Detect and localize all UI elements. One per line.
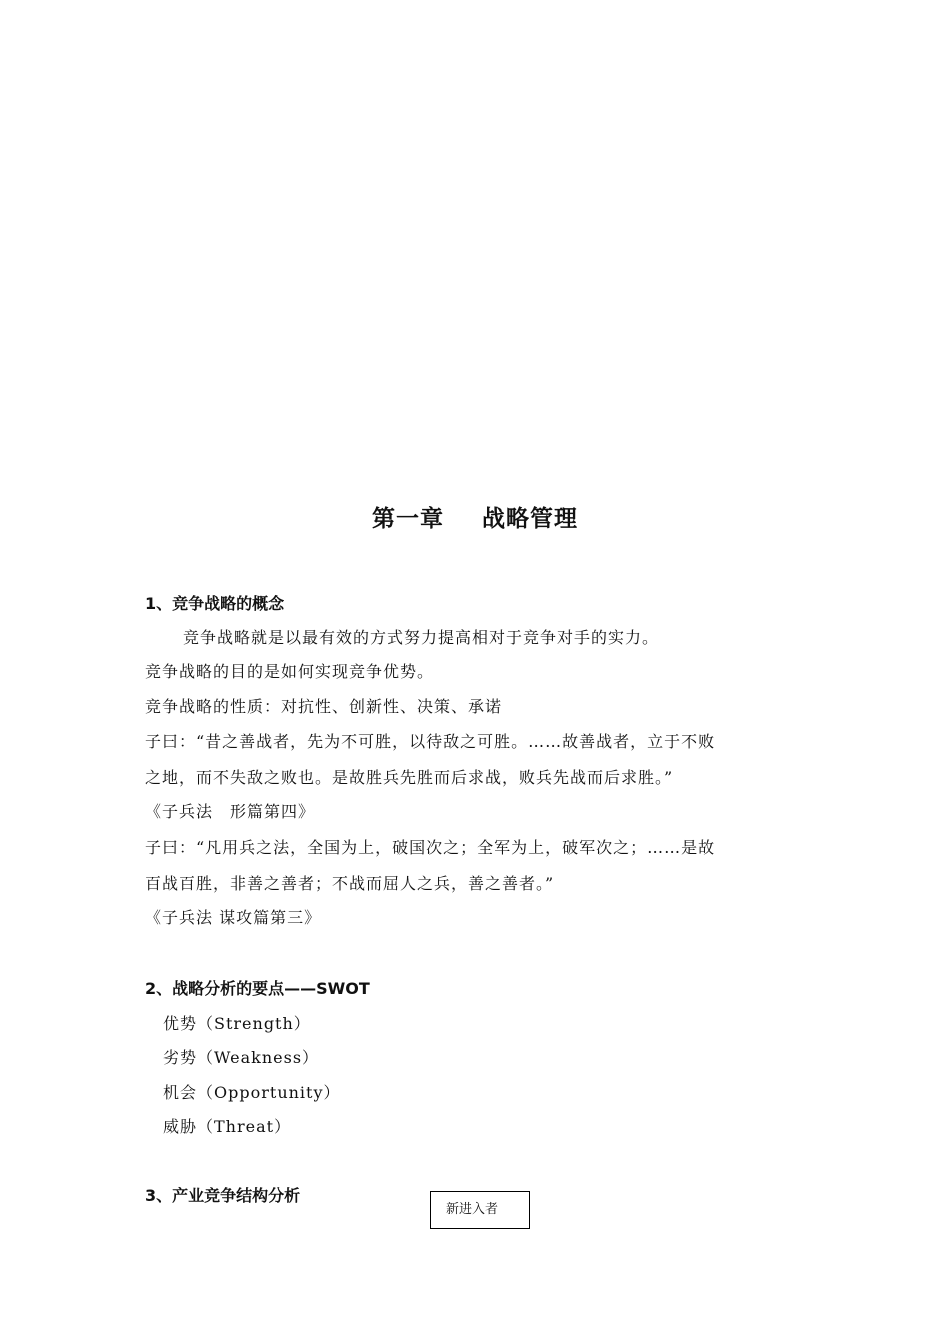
- chapter-title: [0, 500, 950, 533]
- quote-line: 子曰：“昔之善战者，先为不可胜，以待敌之可胜。……故善战者，立于不败: [145, 732, 716, 751]
- swot-item-strength: 优势（Strength）: [163, 1014, 311, 1033]
- quote-source: 《子兵法 谋攻篇第三》: [145, 908, 322, 927]
- section-2-heading: 2、战略分析的要点——SWOT: [145, 979, 370, 998]
- new-entrants-box: [430, 1191, 530, 1229]
- quote-line: 子曰：“凡用兵之法，全国为上，破国次之；全军为上，破军次之；……是故: [145, 838, 716, 857]
- paragraph-line: 竞争战略就是以最有效的方式努力提高相对于竞争对手的实力。: [183, 628, 660, 647]
- swot-item-threat: 威胁（Threat）: [163, 1117, 292, 1136]
- section-3-heading: 3、产业竞争结构分析: [145, 1186, 301, 1205]
- new-entrants-label: 新进入者: [446, 1202, 499, 1217]
- paragraph-line: 竞争战略的目的是如何实现竞争优势。: [145, 662, 435, 681]
- quote-line: 百战百胜，非善之善者；不战而屈人之兵，善之善者。”: [145, 874, 555, 893]
- section-1-heading: 1、竞争战略的概念: [145, 594, 285, 613]
- quote-line: 之地，而不失敌之败也。是故胜兵先胜而后求战，败兵先战而后求胜。”: [145, 768, 674, 787]
- swot-item-opportunity: 机会（Opportunity）: [163, 1083, 341, 1102]
- swot-item-weakness: 劣势（Weakness）: [163, 1048, 320, 1067]
- chapter-number: 第一章: [372, 506, 444, 532]
- chapter-name: 战略管理: [482, 506, 578, 532]
- paragraph-line: 竞争战略的性质：对抗性、创新性、决策、承诺: [145, 697, 503, 716]
- quote-source: 《子兵法 形篇第四》: [145, 802, 316, 821]
